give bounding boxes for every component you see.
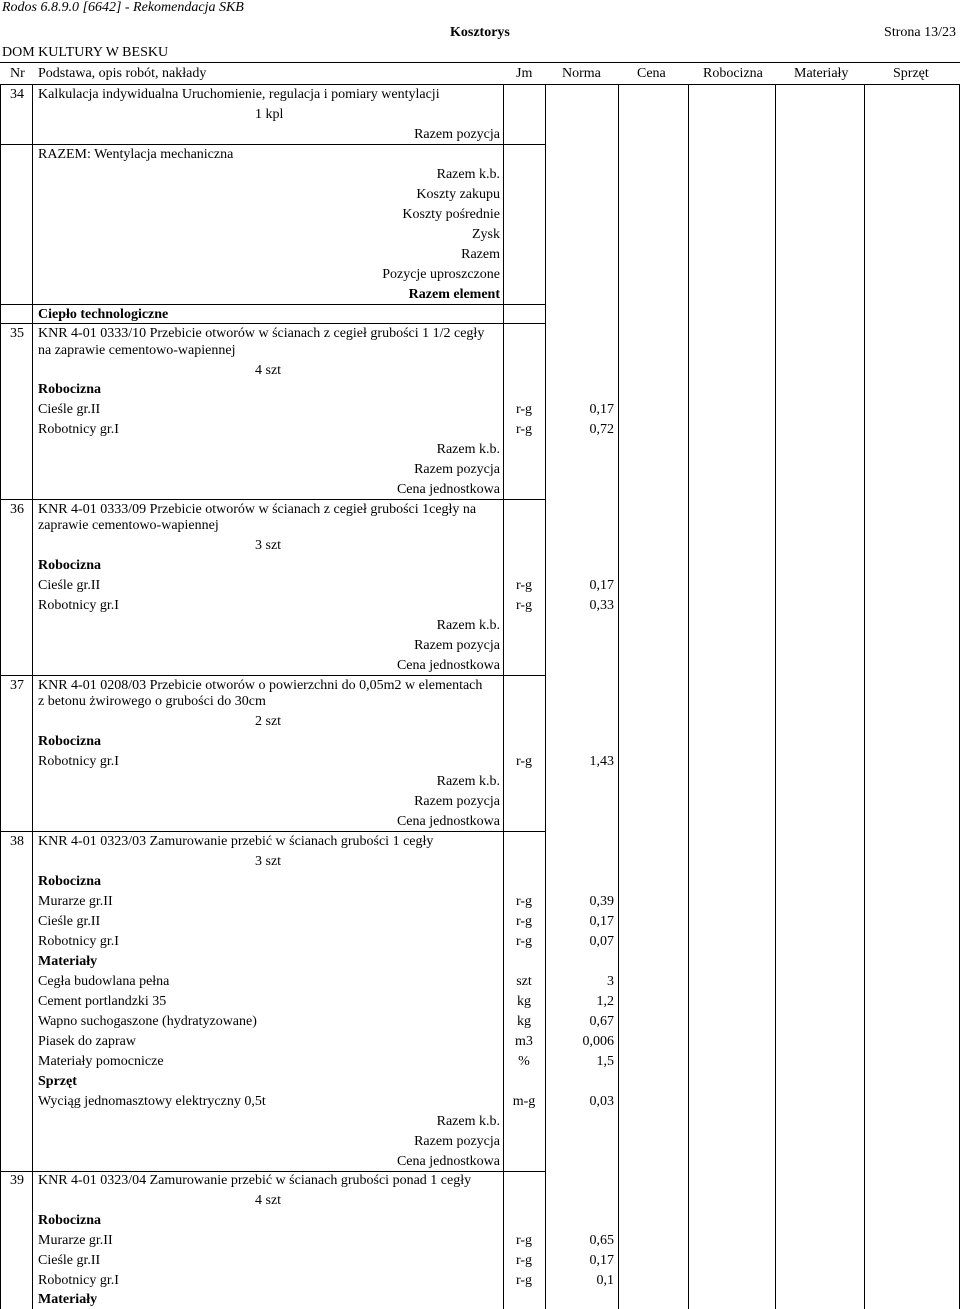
unit: r-g xyxy=(515,578,533,593)
grid-line-cena xyxy=(688,84,689,1309)
razem-wentylacja: RAZEM: Wentylacja mechaniczna xyxy=(38,147,234,162)
app-title: Rodos 6.8.9.0 [6642] - Rekomendacja SKB xyxy=(2,0,244,15)
col-jm: Jm xyxy=(516,66,533,81)
norm: 3 xyxy=(607,974,614,989)
razem-kb: Razem k.b. xyxy=(436,1114,500,1129)
grid-line-norma xyxy=(618,84,619,1309)
razem-pozycja: Razem pozycja xyxy=(414,794,500,809)
summary-razem: Razem xyxy=(461,247,500,262)
col-cena: Cena xyxy=(637,66,666,81)
group-materialy: Materiały xyxy=(38,954,98,969)
row-quantity: 3 szt xyxy=(255,854,282,869)
material-item: Cegła budowlana pełna xyxy=(38,974,170,989)
norm: 0,1 xyxy=(596,1273,614,1288)
norm: 0,006 xyxy=(582,1034,614,1049)
row-number: 34 xyxy=(10,87,24,102)
row-description-cont: na zaprawie cementowo-wapiennej xyxy=(38,343,236,358)
row-quantity: 3 szt xyxy=(255,538,282,553)
norm: 0,17 xyxy=(589,402,614,417)
row-number: 36 xyxy=(10,502,24,517)
row-separator xyxy=(0,304,546,305)
material-item: Cement portlandzki 35 xyxy=(38,994,167,1009)
norm: 0,03 xyxy=(589,1094,614,1109)
labor-item: Cieśle gr.II xyxy=(38,914,101,929)
summary-razem-kb: Razem k.b. xyxy=(436,167,500,182)
row-description: KNR 4-01 0333/10 Przebicie otworów w ścianach z cegieł grubości 1 1/2 cegły xyxy=(38,326,485,341)
grid-line-nr xyxy=(32,84,33,1309)
summary-koszty-zakupu: Koszty zakupu xyxy=(416,187,500,202)
unit: r-g xyxy=(515,934,533,949)
unit: r-g xyxy=(515,754,533,769)
grid-line-left xyxy=(0,84,1,1309)
header-bottom-line xyxy=(0,84,960,85)
grid-line-desc xyxy=(503,84,504,1309)
norm: 0,72 xyxy=(589,422,614,437)
unit: r-g xyxy=(515,1253,533,1268)
row-description: Kalkulacja indywidualna Uruchomienie, regulacja i pomiary wentylacji xyxy=(38,87,440,102)
header-top-line xyxy=(0,62,960,63)
cena-jednostkowa: Cena jednostkowa xyxy=(396,1154,500,1169)
labor-item: Cieśle gr.II xyxy=(38,578,101,593)
labor-item: Robotnicy gr.I xyxy=(38,1273,119,1288)
group-robocizna: Robocizna xyxy=(38,874,101,889)
summary-pozycje-uproszczone: Pozycje uproszczone xyxy=(382,267,500,282)
cena-jednostkowa: Cena jednostkowa xyxy=(396,482,500,497)
unit: kg xyxy=(517,994,531,1009)
norm: 1,5 xyxy=(596,1054,614,1069)
group-materialy: Materiały xyxy=(38,1292,98,1307)
group-robocizna: Robocizna xyxy=(38,382,101,397)
razem-pozycja: Razem pozycja xyxy=(414,1134,500,1149)
unit: r-g xyxy=(515,402,533,417)
row-description: KNR 4-01 0323/03 Zamurowanie przebić w ścianach grubości 1 cegły xyxy=(38,834,434,849)
row-quantity: 2 szt xyxy=(255,714,282,729)
row-quantity: 4 szt xyxy=(255,1193,282,1208)
row-separator xyxy=(0,323,546,324)
row-quantity: 4 szt xyxy=(255,363,282,378)
col-robocizna: Robocizna xyxy=(703,66,763,81)
unit: m3 xyxy=(515,1034,533,1049)
unit: szt xyxy=(516,974,532,989)
row-separator xyxy=(0,1171,546,1172)
labor-item: Murarze gr.II xyxy=(38,894,113,909)
labor-item: Robotnicy gr.I xyxy=(38,754,119,769)
grid-line-materialy xyxy=(864,84,865,1309)
equipment-item: Wyciąg jednomasztowy elektryczny 0,5t xyxy=(38,1094,266,1109)
labor-item: Robotnicy gr.I xyxy=(38,598,119,613)
razem-pozycja: Razem pozycja xyxy=(414,462,500,477)
material-item: Wapno suchogaszone (hydratyzowane) xyxy=(38,1014,257,1029)
row-quantity: 1 kpl xyxy=(255,107,284,122)
summary-zysk: Zysk xyxy=(472,227,500,242)
labor-item: Cieśle gr.II xyxy=(38,1253,101,1268)
row-number: 37 xyxy=(10,678,24,693)
row-separator xyxy=(0,831,546,832)
unit: r-g xyxy=(515,1233,533,1248)
unit: r-g xyxy=(515,598,533,613)
labor-item: Robotnicy gr.I xyxy=(38,422,119,437)
col-desc: Podstawa, opis robót, nakłady xyxy=(38,66,207,81)
unit: r-g xyxy=(515,894,533,909)
norm: 0,17 xyxy=(589,914,614,929)
norm: 1,43 xyxy=(589,754,614,769)
row-description-cont: z betonu żwirowego o grubości do 30cm xyxy=(38,694,266,709)
col-materialy: Materiały xyxy=(794,66,849,81)
cena-jednostkowa: Cena jednostkowa xyxy=(396,814,500,829)
group-sprzet: Sprzęt xyxy=(38,1074,77,1089)
summary-razem-element: Razem element xyxy=(408,287,500,302)
group-robocizna: Robocizna xyxy=(38,558,101,573)
project-name: DOM KULTURY W BESKU xyxy=(2,45,169,60)
row-number: 38 xyxy=(10,834,24,849)
row-description: KNR 4-01 0323/04 Zamurowanie przebić w ścianach grubości ponad 1 cegły xyxy=(38,1173,472,1188)
unit: m-g xyxy=(512,1094,536,1109)
unit: kg xyxy=(517,1014,531,1029)
unit: r-g xyxy=(515,914,533,929)
razem-pozycja: Razem pozycja xyxy=(414,638,500,653)
page-number: Strona 13/23 xyxy=(884,25,956,40)
doc-title: Kosztorys xyxy=(450,25,510,40)
grid-line-jm xyxy=(545,84,546,1309)
row-number: 35 xyxy=(10,326,24,341)
row-separator xyxy=(0,144,546,145)
col-sprzet: Sprzęt xyxy=(893,66,929,81)
norm: 0,65 xyxy=(589,1233,614,1248)
col-norma: Norma xyxy=(562,66,601,81)
razem-pozycja: Razem pozycja xyxy=(414,127,500,142)
unit: r-g xyxy=(515,1273,533,1288)
summary-koszty-posrednie: Koszty pośrednie xyxy=(402,207,500,222)
material-item: Materiały pomocnicze xyxy=(38,1054,164,1069)
norm: 0,17 xyxy=(589,1253,614,1268)
row-number: 39 xyxy=(10,1173,24,1188)
material-item: Piasek do zapraw xyxy=(38,1034,136,1049)
cena-jednostkowa: Cena jednostkowa xyxy=(396,658,500,673)
labor-item: Robotnicy gr.I xyxy=(38,934,119,949)
group-robocizna: Robocizna xyxy=(38,734,101,749)
row-separator xyxy=(0,675,546,676)
section-heading: Ciepło technologiczne xyxy=(38,307,169,322)
unit: % xyxy=(518,1054,530,1069)
norm: 0,67 xyxy=(589,1014,614,1029)
labor-item: Murarze gr.II xyxy=(38,1233,113,1248)
norm: 1,2 xyxy=(596,994,614,1009)
grid-line-robocizna xyxy=(775,84,776,1309)
norm: 0,39 xyxy=(589,894,614,909)
norm: 0,33 xyxy=(589,598,614,613)
row-description: KNR 4-01 0208/03 Przebicie otworów o powierzchni do 0,05m2 w elementach xyxy=(38,678,483,693)
row-separator xyxy=(0,499,546,500)
group-robocizna: Robocizna xyxy=(38,1213,101,1228)
row-description: KNR 4-01 0333/09 Przebicie otworów w ścianach z cegieł grubości 1cegły na xyxy=(38,502,477,517)
razem-kb: Razem k.b. xyxy=(436,618,500,633)
razem-kb: Razem k.b. xyxy=(436,774,500,789)
row-description-cont: zaprawie cementowo-wapiennej xyxy=(38,518,219,533)
razem-kb: Razem k.b. xyxy=(436,442,500,457)
col-nr: Nr xyxy=(10,66,25,81)
unit: r-g xyxy=(515,422,533,437)
labor-item: Cieśle gr.II xyxy=(38,402,101,417)
norm: 0,07 xyxy=(589,934,614,949)
norm: 0,17 xyxy=(589,578,614,593)
